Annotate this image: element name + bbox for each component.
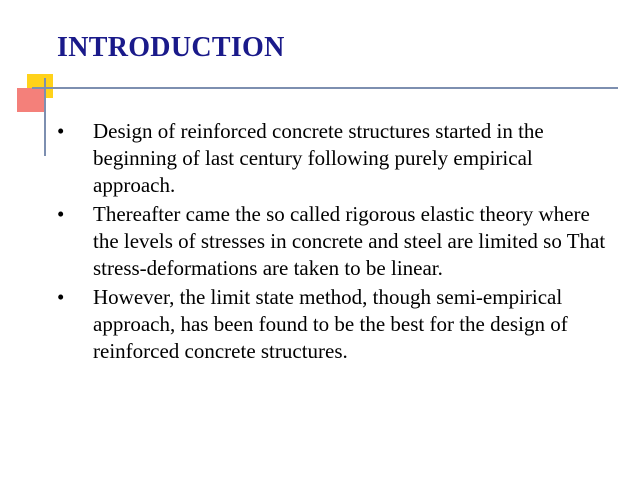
bullet-item: [57, 284, 617, 365]
bullet-text: Design of reinforced concrete structures started in the beginning of last century following purely empirical approach.: [93, 119, 544, 197]
accent-square-red: [17, 88, 44, 112]
bullet-marker: •: [57, 285, 65, 309]
bullet-list: [57, 118, 617, 367]
slide-title: INTRODUCTION: [57, 32, 285, 63]
bullet-item: [57, 118, 617, 199]
bullet-marker: •: [57, 202, 65, 226]
bullet-text: Thereafter came the so called rigorous elastic theory where the levels of stresses in concrete and steel are limited so That stress-deformations are taken to be linear.: [93, 202, 606, 280]
bullet-text: However, the limit state method, though semi-empirical approach, has been found to be the best for the design of reinforced concrete structures.: [93, 285, 568, 363]
title-underline-rule: [32, 87, 618, 89]
vertical-rule: [44, 78, 46, 156]
bullet-marker: •: [57, 119, 65, 143]
bullet-item: [57, 201, 617, 282]
